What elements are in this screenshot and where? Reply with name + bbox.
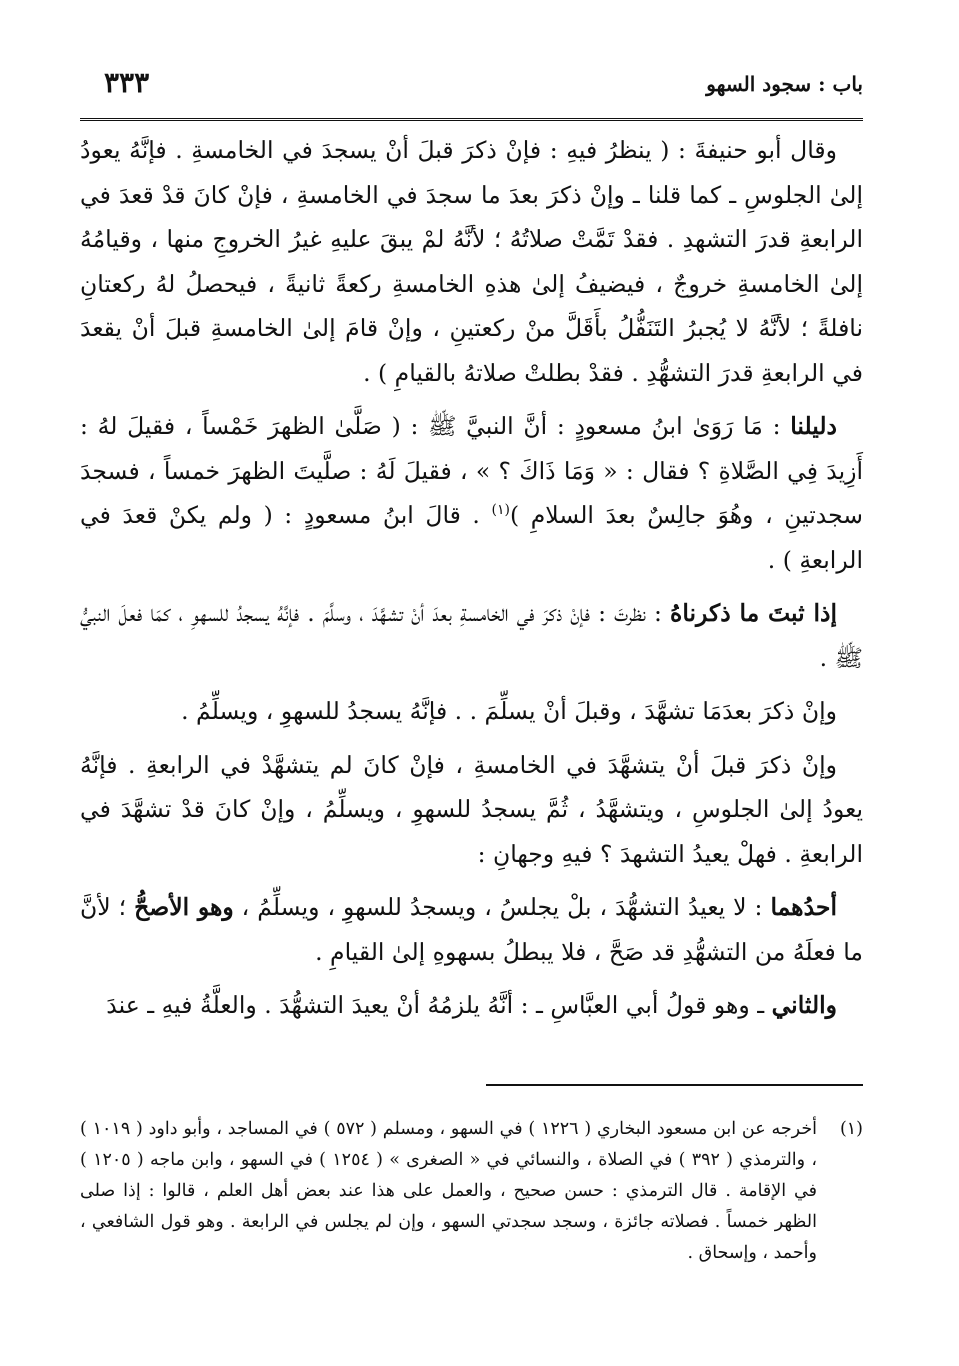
paragraph-first-view	[80, 885, 863, 974]
paragraph-lead: دليلنا	[790, 412, 837, 440]
paragraph-text-continued: ؛ لأنَّ ما فعلَهُ من التشهُّدِ قد صَحَّ ، فلا يبطلُ بسهوهِ إلىٰ القيامِ .	[80, 893, 863, 966]
paragraph-abu-hanifa	[80, 128, 863, 395]
footnotes	[80, 1114, 863, 1269]
page-header	[80, 66, 863, 116]
footnote-separator	[486, 1084, 863, 1086]
paragraph-before-tashahhud	[80, 743, 863, 877]
paragraph-lead: إذا ثبتَ ما ذكرناهُ	[670, 599, 838, 627]
paragraph-text: : مَا رَوَىٰ ابنُ مسعودٍ : أنَّ النبيَّ ﷺ : ( صَلَّىٰ الظهرَ خَمْساً ، فقيلَ لهُ : أَزِيدَ فِي الصَّلاةِ ؟ فقال : « وَمَا ذَاكَ ؟ » ، فقيلَ لَهُ : صلَّيتَ الظهرَ خمساً ، فسجدَ سجدتينِ ، وهُوَ جالِسٌ بعدَ السلامِ )	[80, 412, 863, 529]
emphasis-text: وهو الأصحُّ	[134, 893, 234, 921]
paragraph-lead: والثاني	[771, 991, 837, 1019]
paragraph-text: ـ وهو قولُ أبي العبَّاسِ ـ : أنَّهُ يلزمُهُ أنْ يعيدَ التشهُّدَ . والعلَّةُ فيهِ ـ عندَ	[106, 991, 765, 1019]
footnote-item	[80, 1114, 863, 1269]
paragraph-lead: أحدُهما	[770, 893, 837, 921]
footnote-text: أخرجه عن ابن مسعود البخاري ( ١٢٢٦ ) في السهو ، ومسلم ( ٥٧٢ ) في المساجد ، وأبو داود ( ١٠١٩ ) ، والترمذي ( ٣٩٢ ) في الصلاة ، والنسائي في « الصغرى » ( ١٢٥٤ ) في السهو ، وابن ماجه ( ١٢٠٥ ) في الإقامة . قال الترمذي : حسن صحيح ، والعمل على هذا عند بعض أهل العلم ، قالوا : إذا صلى الظهر خمساً . فصلاته جائزة ، وسجد سجدتي السهو ، وإن لم يجلس في الرابعة . وهو قول الشافعي ، وأحمد ، وإسحاق .	[80, 1119, 818, 1263]
paragraph-text: : نظرتَ : فإنْ ذكرَ في الخامسةِ بعدَ أنْ تشهَّدَ ، وسلَّمَ . فإنَّهُ يسجدُ للسهوِ ، كمَا فعلَ النبيُّ ﷺ .	[80, 599, 863, 672]
paragraph-text: وإنْ ذكرَ بعدَمَا تشهَّدَ ، وقبلَ أنْ يسلِّمَ . . فإنَّهُ يسجدُ للسهوِ ، ويسلِّمُ .	[181, 697, 837, 725]
header-rule	[80, 118, 863, 121]
paragraph-second-view	[80, 983, 863, 1028]
running-title: باب : سجود السهو	[706, 72, 863, 96]
paragraph-if-established	[80, 591, 863, 680]
paragraph-text: وقال أبو حنيفةَ : ( ينظرُ فيهِ : فإنْ ذكرَ قبلَ أنْ يسجدَ في الخامسةِ . فإنَّهُ يعودُ إلىٰ الجلوسِ ـ كما قلنا ـ وإنْ ذكرَ بعدَ ما سجدَ في الخامسةِ ، فإنْ كانَ قدْ قعدَ في الرابعةِ قدرَ التشهدِ . فقدْ تَمَّتْ صلاتُهُ ؛ لأنَّهُ لمْ يبقَ عليهِ غيرُ الخروجِ منها ، وقيامُهُ إلىٰ الخامسةِ خروجٌ ، فيضيفُ إلىٰ هذهِ الخامسةِ ركعةً ثانيةً ، فيحصلُ لهُ ركعتانِ نافلةً ؛ لأنَّهُ لا يُجبرُ التَنَفُّلُ بأَقَلَّ منْ ركعتينِ ، وإنْ قامَ إلىٰ الخامسةِ قبلَ أنْ يقعدَ في الرابعةِ قدرَ التشهُّدِ . فقدْ بطلتْ صلاتهُ بالقيامِ ) .	[80, 136, 863, 387]
paragraph-after-tashahhud	[80, 689, 863, 734]
main-text	[80, 128, 863, 1037]
footnote-marker: (١)	[839, 1119, 863, 1139]
paragraph-text-continued: . قالَ ابنُ مسعودٍ : ( ولم يكنْ قعدَ في الرابعةِ ) .	[80, 501, 863, 574]
paragraph-text: وإنْ ذكرَ قبلَ أنْ يتشهَّدَ في الخامسةِ ، فإنْ كانَ لم يتشهَّدْ في الرابعةِ . فإنَّهُ يعودُ إلىٰ الجلوسِ ، ويتشهَّدُ ، ثُمَّ يسجدُ للسهوِ ، ويسلِّمُ ، وإنْ كانَ قدْ تشهَّدَ في الرابعةِ . فهلْ يعيدُ التشهدَ ؟ فيهِ وجهانِ :	[80, 750, 863, 868]
paragraph-text: : لا يعيدُ التشهُّدَ ، بلْ يجلسُ ، ويسجدُ للسهوِ ، ويسلِّمُ ،	[241, 893, 763, 921]
page-number: ٣٣٣	[104, 66, 150, 99]
footnote-reference[interactable]: (١)	[491, 502, 510, 519]
paragraph-evidence	[80, 404, 863, 582]
